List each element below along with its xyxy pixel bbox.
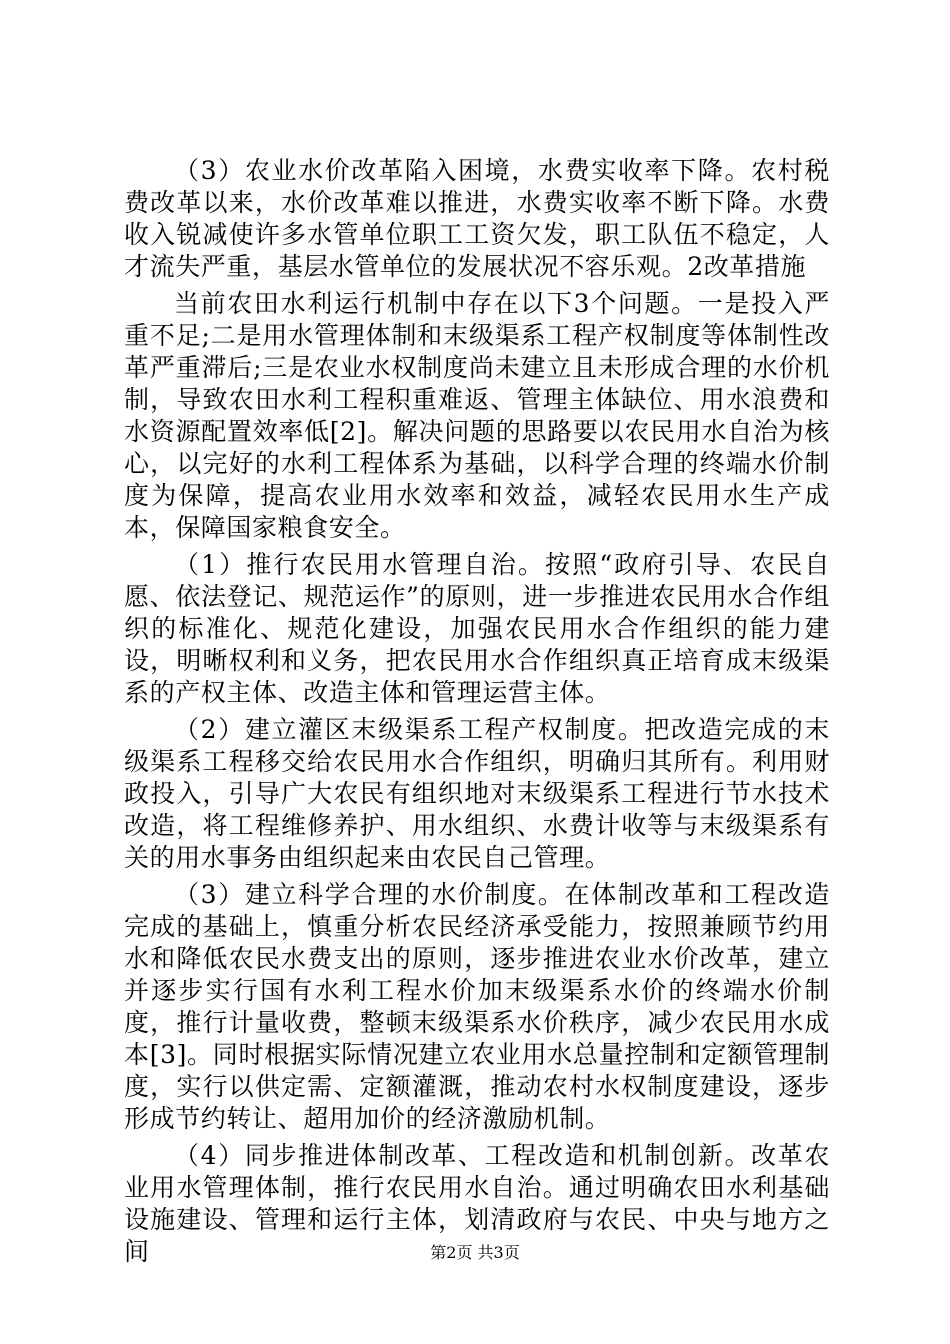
paragraph-user-self-management: （1）推行农民用水管理自治。按照“政府引导、农民自愿、依法登记、规范运作”的原则，进一步推进农民用水合作组织的标准化、规范化建设，加强农民用水合作组织的能力建设，明晰权利和义务，把农民用水合作组织真正培育成末级渠系的产权主体、改造主体和管理运营主体。: [124, 550, 830, 707]
paragraph-current-problems: 当前农田水利运行机制中存在以下3个问题。一是投入严重不足;二是用水管理体制和末级渠系工程产权制度等体制性改革严重滞后;三是农业水权制度尚未建立且未形成合理的水价机制，导致农田水利工程积重难返、管理主体缺位、用水浪费和水资源配置效率低[2]。解决问题的思路要以农民用水自治为核心，以完好的水利工程体系为基础，以科学合理的终端水价制度为保障，提高农业用水效率和效益，减轻农民用水生产成本，保障国家粮食安全。: [124, 289, 830, 542]
page-footer: 第2页 共3页: [430, 1243, 520, 1262]
document-body: [124, 155, 830, 1273]
paragraph-synchronous-reform: （4）同步推进体制改革、工程改造和机制创新。改革农业用水管理体制，推行农民用水自治。通过明确农田水利基础设施建设、管理和运行主体，划清政府与农民、中央与地方之间: [124, 1141, 830, 1266]
paragraph-water-price-system: （3）建立科学合理的水价制度。在体制改革和工程改造完成的基础上，慎重分析农民经济承受能力，按照兼顾节约用水和降低农民水费支出的原则，逐步推进农业水价改革，建立并逐步实行国有水利工程水价加末级渠系水价的终端水价制度，推行计量收费，整顿末级渠系水价秩序，减少农民用水成本[3]。同时根据实际情况建立农业用水总量控制和定额管理制度，实行以供定需、定额灌溉，推动农村水权制度建设，逐步形成节约转让、超用加价的经济激励机制。: [124, 880, 830, 1133]
paragraph-water-price-difficulty: （3）农业水价改革陷入困境，水费实收率下降。农村税费改革以来，水价改革难以推进，水费实收率不断下降。水费收入锐减使许多水管单位职工工资欠发，职工队伍不稳定，人才流失严重，基层水管单位的发展状况不容乐观。2改革措施: [124, 156, 830, 281]
paragraph-property-rights-system: （2）建立灌区末级渠系工程产权制度。把改造完成的末级渠系工程移交给农民用水合作组织，明确归其所有。利用财政投入，引导广大农民有组织地对末级渠系工程进行节水技术改造，将工程维修养护、用水组织、水费计收等与末级渠系有关的用水事务由组织起来由农民自己管理。: [124, 715, 830, 872]
